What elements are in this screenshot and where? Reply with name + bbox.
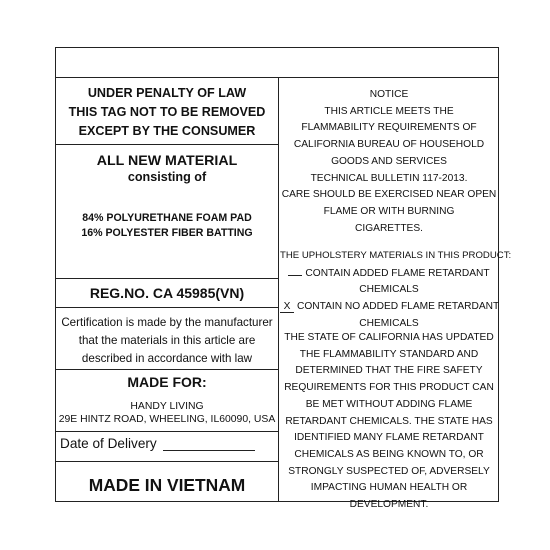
upholstery-intro: THE UPHOLSTERY MATERIALS IN THIS PRODUCT: bbox=[280, 250, 512, 261]
option-text: CONTAIN NO ADDED FLAME RETARDANT bbox=[297, 301, 500, 313]
company-name: HANDY LIVING bbox=[130, 401, 204, 412]
divider bbox=[56, 307, 278, 308]
notice-line: FLAMMABILITY REQUIREMENTS OF bbox=[301, 122, 477, 134]
certification-line: that the materials in this article are bbox=[78, 334, 256, 347]
state-line: THE STATE OF CALIFORNIA HAS UPDATED bbox=[284, 332, 494, 343]
notice-line: CALIFORNIA BUREAU OF HOUSEHOLD bbox=[293, 139, 485, 151]
country-of-origin: MADE IN VIETNAM bbox=[88, 475, 246, 495]
state-line: RETARDANT CHEMICALS. THE STATE HAS bbox=[285, 415, 493, 427]
delivery-label: Date of Delivery bbox=[60, 436, 157, 451]
option2-mark: X bbox=[280, 302, 294, 313]
state-line: IMPACTING HUMAN HEALTH OR bbox=[310, 482, 468, 494]
state-line: IDENTIFIED MANY FLAME RETARDANT bbox=[294, 432, 484, 444]
certification-line: described in accordance with law bbox=[81, 352, 253, 365]
new-material-title: ALL NEW MATERIAL bbox=[96, 153, 238, 169]
right-column bbox=[280, 78, 512, 511]
penalty-notice bbox=[56, 84, 278, 141]
state-line: CHEMICALS AS BEING KNOWN TO, OR bbox=[294, 448, 484, 460]
certification-statement bbox=[56, 314, 278, 368]
notice-line: NOTICE bbox=[369, 89, 409, 100]
company-address: 29E HINTZ ROAD, WHEELING, IL60090, USA bbox=[58, 414, 276, 425]
option-contains-no-added bbox=[280, 299, 498, 316]
top-blank-strip bbox=[56, 48, 498, 78]
notice-line: THIS ARTICLE MEETS THE bbox=[324, 105, 454, 117]
state-line: REQUIREMENTS FOR THIS PRODUCT CAN bbox=[284, 382, 494, 394]
divider bbox=[56, 431, 278, 432]
made-for-label: MADE FOR: bbox=[127, 374, 207, 390]
state-line: THE FLAMMABILITY STANDARD AND bbox=[299, 348, 479, 360]
penalty-line: EXCEPT BY THE CONSUMER bbox=[78, 124, 256, 138]
option-text: CHEMICALS bbox=[359, 284, 419, 296]
notice-line: FLAME OR WITH BURNING bbox=[323, 205, 455, 217]
composition-item: 84% POLYURETHANE FOAM PAD bbox=[82, 212, 252, 224]
delivery-blank-line bbox=[163, 436, 255, 451]
state-line: DETERMINED THAT THE FIRE SAFETY bbox=[295, 365, 483, 377]
state-statement bbox=[280, 330, 498, 514]
upholstery-statement bbox=[280, 248, 512, 333]
option1-blank bbox=[288, 265, 302, 276]
state-line: BE MET WITHOUT ADDING FLAME bbox=[305, 398, 473, 410]
composition-item: 16% POLYESTER FIBER BATTING bbox=[81, 227, 253, 239]
consisting-of: consisting of bbox=[127, 170, 207, 184]
divider bbox=[56, 144, 278, 145]
state-line: STRONGLY SUSPECTED OF, ADVERSELY bbox=[288, 465, 490, 477]
option-text: CONTAIN ADDED FLAME RETARDANT bbox=[305, 267, 490, 279]
option-text: CHEMICALS bbox=[359, 317, 419, 329]
law-tag bbox=[55, 47, 512, 511]
divider bbox=[56, 369, 278, 370]
state-line: DEVELOPMENT. bbox=[349, 499, 429, 511]
notice-line: GOODS AND SERVICES bbox=[331, 155, 447, 167]
option-contains-added bbox=[280, 265, 498, 283]
certification-line: Certification is made by the manufacturer bbox=[61, 316, 273, 329]
left-column bbox=[56, 78, 278, 502]
penalty-line: THIS TAG NOT TO BE REMOVED bbox=[68, 105, 266, 119]
divider bbox=[56, 278, 278, 279]
material-section bbox=[56, 153, 278, 241]
penalty-line: UNDER PENALTY OF LAW bbox=[87, 86, 247, 100]
notice-line: CIGARETTES. bbox=[355, 222, 423, 234]
divider bbox=[56, 461, 278, 462]
flammability-notice bbox=[280, 87, 498, 237]
delivery-date-field bbox=[60, 436, 282, 451]
notice-line: TECHNICAL BULLETIN 117-2013. bbox=[310, 172, 468, 184]
registration-number: REG.NO. CA 45985(VN) bbox=[89, 285, 245, 301]
composition-list bbox=[56, 211, 278, 241]
company-info bbox=[56, 400, 278, 426]
notice-line: CARE SHOULD BE EXERCISED NEAR OPEN bbox=[281, 189, 497, 201]
